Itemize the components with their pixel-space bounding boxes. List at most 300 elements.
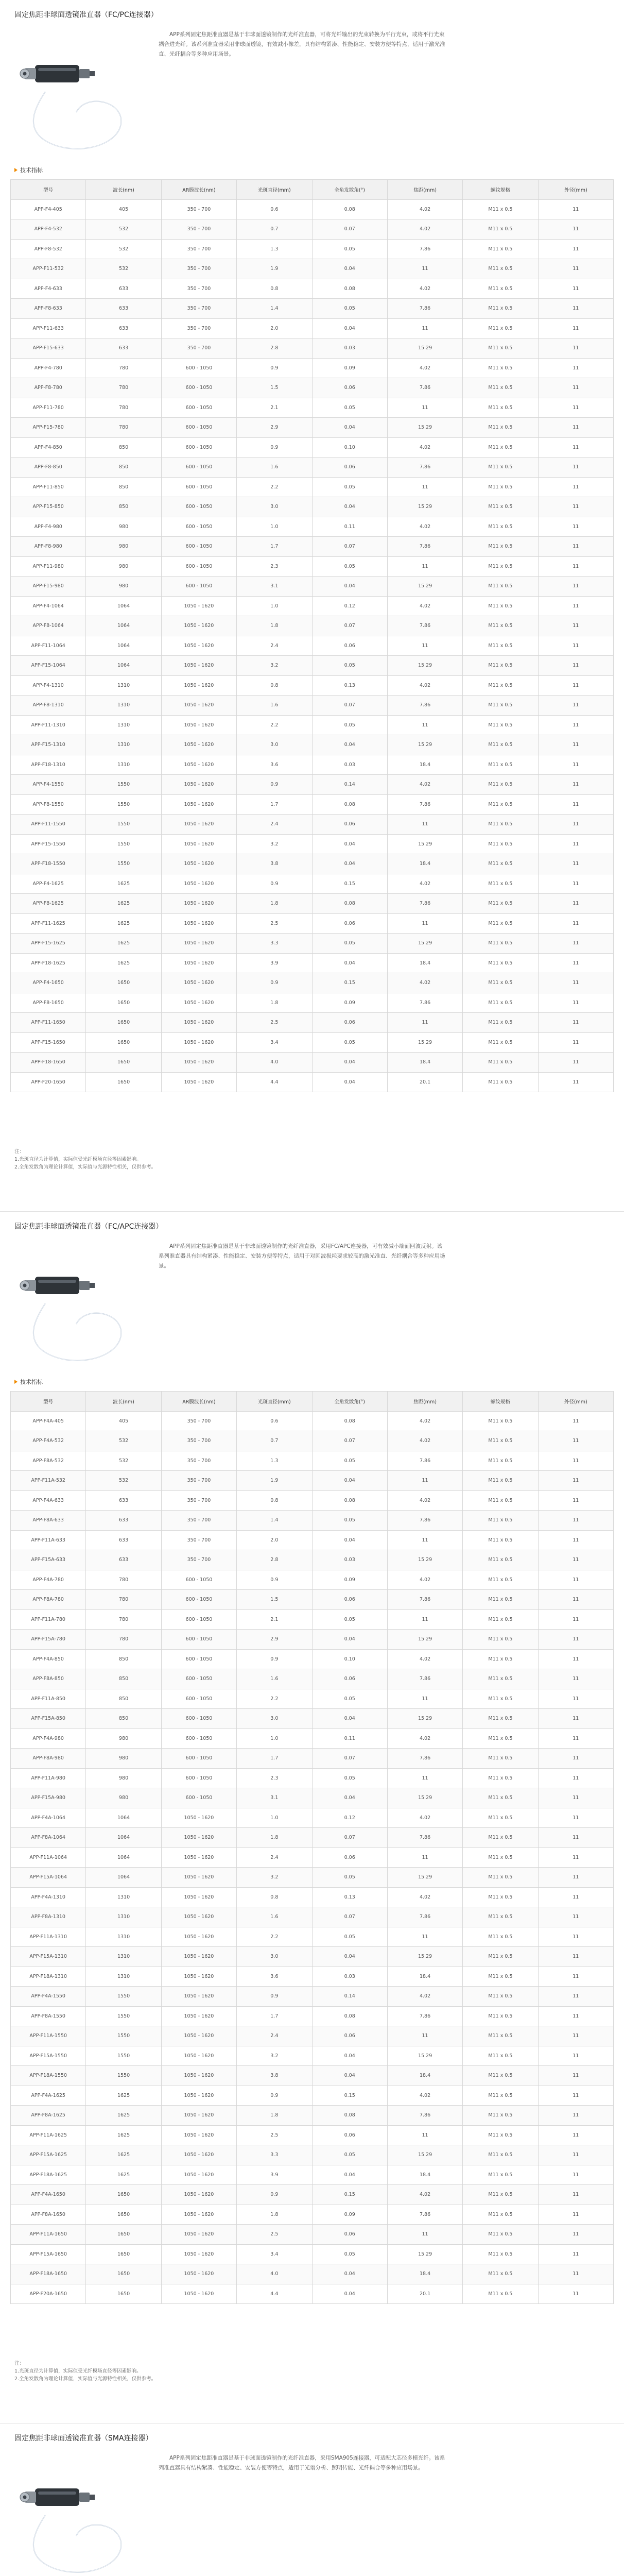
table-cell: 11 xyxy=(538,2106,613,2126)
table-cell: 1050 - 1620 xyxy=(161,2264,236,2284)
table-cell: 1.8 xyxy=(237,894,312,914)
table-cell: 1650 xyxy=(86,2284,161,2304)
table-cell: 1050 - 1620 xyxy=(161,2006,236,2026)
table-cell: 350 - 700 xyxy=(161,1490,236,1511)
table-cell: 11 xyxy=(387,318,462,338)
table-cell: 1050 - 1620 xyxy=(161,993,236,1013)
table-cell: 0.04 xyxy=(312,1053,387,1073)
table-cell: 18.4 xyxy=(387,2066,462,2086)
table-cell: 1050 - 1620 xyxy=(161,2125,236,2145)
table-cell: 350 - 700 xyxy=(161,1451,236,1471)
table-cell: 633 xyxy=(86,318,161,338)
table-cell: 600 - 1050 xyxy=(161,418,236,438)
table-cell: APP-F8-780 xyxy=(11,378,86,398)
table-cell: 7.86 xyxy=(387,696,462,716)
table-cell: 11 xyxy=(387,556,462,577)
table-cell: M11 x 0.5 xyxy=(463,1709,538,1729)
table-cell: 0.06 xyxy=(312,913,387,934)
table-cell: APP-F4A-1650 xyxy=(11,2185,86,2205)
table-cell: 1310 xyxy=(86,696,161,716)
product-description: APP系列固定焦距准直器是基于非球面透镜制作的光纤准直器，采用FC/APC连接器，可有效减小端面回波反射。该系列准直器具有结构紧凑、性能稳定、安装方便等特点，适用于对回波损耗要求较高的激光准直、光纤耦合等多种应用场景。 xyxy=(159,1243,445,1269)
table-cell: 15.29 xyxy=(387,656,462,676)
table-cell: 0.05 xyxy=(312,1689,387,1709)
table-row xyxy=(11,1967,614,1987)
table-cell: 1.7 xyxy=(237,794,312,815)
table-cell: 11 xyxy=(538,457,613,478)
table-cell: 350 - 700 xyxy=(161,219,236,240)
table-cell: 1050 - 1620 xyxy=(161,973,236,993)
table-cell: 11 xyxy=(538,1967,613,1987)
table-cell: 4.02 xyxy=(387,1570,462,1590)
table-cell: 850 xyxy=(86,1709,161,1729)
table-cell: 600 - 1050 xyxy=(161,537,236,557)
table-cell: 11 xyxy=(538,794,613,815)
table-cell: 2.3 xyxy=(237,1768,312,1788)
table-cell: 1650 xyxy=(86,2205,161,2225)
table-cell: 1625 xyxy=(86,2086,161,2106)
table-cell: 0.14 xyxy=(312,1987,387,2007)
table-cell: 2.5 xyxy=(237,1013,312,1033)
table-cell: 11 xyxy=(538,1927,613,1947)
table-cell: M11 x 0.5 xyxy=(463,338,538,359)
table-cell: 0.07 xyxy=(312,1749,387,1769)
table-cell: 11 xyxy=(387,1471,462,1491)
table-cell: 1310 xyxy=(86,1967,161,1987)
footnote-line: 注： xyxy=(14,2361,25,2366)
table-cell: 780 xyxy=(86,418,161,438)
table-row xyxy=(11,2046,614,2066)
table-row xyxy=(11,2086,614,2106)
table-cell: 7.86 xyxy=(387,457,462,478)
table-row xyxy=(11,993,614,1013)
table-cell: APP-F11-1650 xyxy=(11,1013,86,1033)
table-cell: 600 - 1050 xyxy=(161,1609,236,1630)
table-cell: 0.04 xyxy=(312,834,387,854)
table-row xyxy=(11,794,614,815)
table-cell: 7.86 xyxy=(387,894,462,914)
table-cell: 1050 - 1620 xyxy=(161,2106,236,2126)
table-cell: 0.04 xyxy=(312,318,387,338)
table-cell: 7.86 xyxy=(387,537,462,557)
table-cell: M11 x 0.5 xyxy=(463,418,538,438)
table-cell: 1050 - 1620 xyxy=(161,1987,236,2007)
table-cell: 0.04 xyxy=(312,577,387,597)
table-cell: M11 x 0.5 xyxy=(463,1788,538,1808)
table-cell: 3.2 xyxy=(237,834,312,854)
table-cell: 11 xyxy=(538,1411,613,1431)
table-cell: M11 x 0.5 xyxy=(463,457,538,478)
table-cell: 0.05 xyxy=(312,2244,387,2264)
table-cell: 4.02 xyxy=(387,219,462,240)
table-cell: 0.9 xyxy=(237,1987,312,2007)
table-cell: 1050 - 1620 xyxy=(161,1967,236,1987)
table-cell: 1050 - 1620 xyxy=(161,953,236,973)
table-cell: 11 xyxy=(538,2026,613,2046)
table-cell: 850 xyxy=(86,1689,161,1709)
table-cell: 11 xyxy=(387,1530,462,1550)
fiber-collimator-image xyxy=(14,30,133,159)
table-cell: M11 x 0.5 xyxy=(463,1630,538,1650)
table-cell: 532 xyxy=(86,1431,161,1451)
table-cell: M11 x 0.5 xyxy=(463,219,538,240)
table-cell: 980 xyxy=(86,1728,161,1749)
table-cell: 11 xyxy=(538,973,613,993)
table-cell: 1310 xyxy=(86,1907,161,1927)
table-cell: 1050 - 1620 xyxy=(161,616,236,636)
table-cell: APP-F15-980 xyxy=(11,577,86,597)
table-cell: APP-F18A-1310 xyxy=(11,1967,86,1987)
table-cell: 600 - 1050 xyxy=(161,1630,236,1650)
table-cell: 0.12 xyxy=(312,596,387,616)
table-cell: APP-F8A-1550 xyxy=(11,2006,86,2026)
column-header: 型号 xyxy=(11,180,86,200)
table-cell: 350 - 700 xyxy=(161,239,236,259)
spec-subheading-label: 技术指标 xyxy=(20,167,43,174)
table-cell: 350 - 700 xyxy=(161,199,236,219)
table-cell: 1.9 xyxy=(237,1471,312,1491)
table-cell: 0.05 xyxy=(312,1768,387,1788)
table-cell: 11 xyxy=(538,874,613,894)
table-cell: 2.4 xyxy=(237,815,312,835)
table-cell: 0.03 xyxy=(312,1550,387,1570)
table-cell: 11 xyxy=(538,1490,613,1511)
table-cell: 600 - 1050 xyxy=(161,577,236,597)
table-cell: M11 x 0.5 xyxy=(463,517,538,537)
table-row xyxy=(11,2145,614,2165)
table-row xyxy=(11,556,614,577)
table-cell: 350 - 700 xyxy=(161,318,236,338)
table-cell: 11 xyxy=(538,1471,613,1491)
table-cell: M11 x 0.5 xyxy=(463,279,538,299)
table-cell: 11 xyxy=(538,993,613,1013)
table-row xyxy=(11,497,614,517)
table-row xyxy=(11,1927,614,1947)
table-cell: 3.3 xyxy=(237,2145,312,2165)
table-cell: 0.05 xyxy=(312,934,387,954)
table-cell: APP-F4-780 xyxy=(11,358,86,378)
table-row xyxy=(11,318,614,338)
table-cell: APP-F4A-1064 xyxy=(11,1808,86,1828)
table-cell: 1050 - 1620 xyxy=(161,1868,236,1888)
table-cell: 11 xyxy=(538,2225,613,2245)
table-cell: 20.1 xyxy=(387,1072,462,1092)
table-cell: 11 xyxy=(538,2185,613,2205)
table-cell: 3.8 xyxy=(237,2066,312,2086)
table-row xyxy=(11,755,614,775)
table-cell: 15.29 xyxy=(387,497,462,517)
table-cell: APP-F11-1550 xyxy=(11,815,86,835)
table-cell: 4.02 xyxy=(387,279,462,299)
table-cell: 7.86 xyxy=(387,616,462,636)
footnote-line: 1.光斑直径为计算值，实际值受光纤模场直径等因素影响。 xyxy=(14,1157,142,1162)
table-cell: 11 xyxy=(538,537,613,557)
table-cell: 980 xyxy=(86,577,161,597)
table-cell: 0.05 xyxy=(312,1511,387,1531)
table-cell: 980 xyxy=(86,517,161,537)
table-cell: 7.86 xyxy=(387,993,462,1013)
column-header: 螺纹规格 xyxy=(463,180,538,200)
table-cell: APP-F8-850 xyxy=(11,457,86,478)
table-cell: M11 x 0.5 xyxy=(463,1967,538,1987)
table-cell: 1050 - 1620 xyxy=(161,854,236,874)
table-cell: 11 xyxy=(538,953,613,973)
table-cell: 2.5 xyxy=(237,2225,312,2245)
spec-subheading-label: 技术指标 xyxy=(20,1379,43,1385)
table-cell: M11 x 0.5 xyxy=(463,2145,538,2165)
table-cell: 20.1 xyxy=(387,2284,462,2304)
table-cell: 980 xyxy=(86,1749,161,1769)
table-cell: 0.9 xyxy=(237,2185,312,2205)
table-cell: 0.08 xyxy=(312,2106,387,2126)
table-cell: 1050 - 1620 xyxy=(161,2284,236,2304)
table-row xyxy=(11,2185,614,2205)
table-row xyxy=(11,477,614,497)
table-cell: 1.6 xyxy=(237,457,312,478)
table-cell: APP-F20-1650 xyxy=(11,1072,86,1092)
table-cell: 0.7 xyxy=(237,1431,312,1451)
table-cell: 1310 xyxy=(86,735,161,755)
table-cell: M11 x 0.5 xyxy=(463,993,538,1013)
table-cell: 11 xyxy=(538,1828,613,1848)
table-cell: 1.9 xyxy=(237,259,312,279)
table-cell: 11 xyxy=(538,735,613,755)
table-cell: APP-F4-1064 xyxy=(11,596,86,616)
table-cell: APP-F8-1310 xyxy=(11,696,86,716)
table-cell: 11 xyxy=(538,596,613,616)
table-cell: 7.86 xyxy=(387,2106,462,2126)
table-cell: 0.9 xyxy=(237,2086,312,2106)
table-row xyxy=(11,2106,614,2126)
table-cell: APP-F18-1625 xyxy=(11,953,86,973)
table-cell: 2.0 xyxy=(237,1530,312,1550)
table-cell: APP-F18-1310 xyxy=(11,755,86,775)
table-row xyxy=(11,1609,614,1630)
table-cell: 11 xyxy=(538,1053,613,1073)
footnote-line: 2.全角发散角为理论计算值，实际值与光源特性相关，仅供参考。 xyxy=(14,1164,157,1170)
table-cell: M11 x 0.5 xyxy=(463,854,538,874)
table-cell: M11 x 0.5 xyxy=(463,894,538,914)
table-cell: M11 x 0.5 xyxy=(463,1947,538,1967)
table-cell: M11 x 0.5 xyxy=(463,1471,538,1491)
table-cell: 850 xyxy=(86,1649,161,1669)
table-row xyxy=(11,378,614,398)
table-cell: 4.02 xyxy=(387,2185,462,2205)
table-cell: 1650 xyxy=(86,1032,161,1053)
table-cell: 11 xyxy=(538,2145,613,2165)
table-cell: 11 xyxy=(538,477,613,497)
table-cell: 11 xyxy=(538,398,613,418)
column-header: 波长(nm) xyxy=(86,1392,161,1412)
table-cell: 11 xyxy=(538,279,613,299)
table-cell: 600 - 1050 xyxy=(161,477,236,497)
table-cell: 1550 xyxy=(86,854,161,874)
fiber-collimator-image xyxy=(14,1242,133,1370)
table-row xyxy=(11,1907,614,1927)
table-cell: 600 - 1050 xyxy=(161,1649,236,1669)
table-cell: APP-F15-1650 xyxy=(11,1032,86,1053)
table-cell: 1650 xyxy=(86,2264,161,2284)
table-cell: M11 x 0.5 xyxy=(463,1907,538,1927)
table-cell: M11 x 0.5 xyxy=(463,1032,538,1053)
table-cell: 1.6 xyxy=(237,1669,312,1689)
table-cell: 0.07 xyxy=(312,1828,387,1848)
table-cell: 11 xyxy=(538,299,613,319)
table-cell: 1064 xyxy=(86,1848,161,1868)
table-cell: 3.1 xyxy=(237,577,312,597)
column-header: AR膜波长(nm) xyxy=(161,180,236,200)
bullet-triangle-icon xyxy=(14,168,18,172)
table-row xyxy=(11,735,614,755)
table-cell: 780 xyxy=(86,1630,161,1650)
table-row xyxy=(11,1451,614,1471)
table-row xyxy=(11,2225,614,2245)
table-cell: M11 x 0.5 xyxy=(463,934,538,954)
table-cell: APP-F18A-1625 xyxy=(11,2165,86,2185)
table-cell: APP-F11A-532 xyxy=(11,1471,86,1491)
table-cell: 0.06 xyxy=(312,1013,387,1033)
table-cell: 1310 xyxy=(86,675,161,696)
column-header: 焦距(mm) xyxy=(387,180,462,200)
table-cell: 11 xyxy=(538,934,613,954)
table-cell: M11 x 0.5 xyxy=(463,497,538,517)
table-cell: M11 x 0.5 xyxy=(463,2225,538,2245)
table-cell: M11 x 0.5 xyxy=(463,1868,538,1888)
table-cell: 0.04 xyxy=(312,1709,387,1729)
table-cell: 15.29 xyxy=(387,418,462,438)
table-cell: 0.04 xyxy=(312,735,387,755)
table-cell: 1050 - 1620 xyxy=(161,794,236,815)
table-cell: APP-F4A-850 xyxy=(11,1649,86,1669)
table-cell: 18.4 xyxy=(387,755,462,775)
table-cell: 11 xyxy=(538,1609,613,1630)
table-cell: 11 xyxy=(538,239,613,259)
table-cell: 11 xyxy=(538,715,613,735)
table-cell: 4.4 xyxy=(237,2284,312,2304)
table-cell: M11 x 0.5 xyxy=(463,1649,538,1669)
table-cell: 7.86 xyxy=(387,1451,462,1471)
table-cell: 1625 xyxy=(86,913,161,934)
table-cell: 1650 xyxy=(86,2244,161,2264)
table-cell: 0.9 xyxy=(237,1649,312,1669)
footnote-line: 1.光斑直径为计算值，实际值受光纤模场直径等因素影响。 xyxy=(14,2368,142,2374)
table-row xyxy=(11,1649,614,1669)
table-cell: 1050 - 1620 xyxy=(161,1053,236,1073)
table-cell: M11 x 0.5 xyxy=(463,636,538,656)
table-cell: 0.05 xyxy=(312,239,387,259)
table-cell: 11 xyxy=(538,577,613,597)
table-cell: APP-F8A-532 xyxy=(11,1451,86,1471)
table-cell: 600 - 1050 xyxy=(161,1709,236,1729)
table-cell: 3.4 xyxy=(237,1032,312,1053)
table-cell: 0.05 xyxy=(312,1927,387,1947)
table-cell: 1050 - 1620 xyxy=(161,656,236,676)
table-row xyxy=(11,199,614,219)
table-cell: 1050 - 1620 xyxy=(161,2145,236,2165)
table-cell: M11 x 0.5 xyxy=(463,2205,538,2225)
table-cell: APP-F4A-1625 xyxy=(11,2086,86,2106)
table-cell: M11 x 0.5 xyxy=(463,2244,538,2264)
table-cell: M11 x 0.5 xyxy=(463,1848,538,1868)
table-cell: 15.29 xyxy=(387,834,462,854)
table-cell: APP-F15A-1625 xyxy=(11,2145,86,2165)
table-cell: 1050 - 1620 xyxy=(161,1808,236,1828)
table-cell: M11 x 0.5 xyxy=(463,259,538,279)
table-row xyxy=(11,1032,614,1053)
product-section xyxy=(0,2424,624,2576)
table-cell: 1.8 xyxy=(237,993,312,1013)
table-row xyxy=(11,775,614,795)
table-row xyxy=(11,1490,614,1511)
table-cell: 1.3 xyxy=(237,239,312,259)
table-cell: 11 xyxy=(538,1451,613,1471)
table-cell: 1050 - 1620 xyxy=(161,1013,236,1033)
table-cell: M11 x 0.5 xyxy=(463,318,538,338)
table-cell: APP-F4-1625 xyxy=(11,874,86,894)
table-row xyxy=(11,675,614,696)
table-cell: APP-F15A-780 xyxy=(11,1630,86,1650)
table-cell: 0.15 xyxy=(312,2086,387,2106)
table-cell: M11 x 0.5 xyxy=(463,1728,538,1749)
table-cell: M11 x 0.5 xyxy=(463,675,538,696)
table-row xyxy=(11,1530,614,1550)
table-cell: M11 x 0.5 xyxy=(463,953,538,973)
table-cell: 0.8 xyxy=(237,1887,312,1907)
table-cell: 600 - 1050 xyxy=(161,437,236,457)
table-cell: 0.04 xyxy=(312,2165,387,2185)
table-row xyxy=(11,2125,614,2145)
table-cell: 1050 - 1620 xyxy=(161,1887,236,1907)
table-cell: 0.08 xyxy=(312,199,387,219)
table-cell: M11 x 0.5 xyxy=(463,1749,538,1769)
table-cell: 4.02 xyxy=(387,596,462,616)
table-cell: M11 x 0.5 xyxy=(463,715,538,735)
table-cell: APP-F4-1310 xyxy=(11,675,86,696)
table-cell: 350 - 700 xyxy=(161,1550,236,1570)
table-row xyxy=(11,656,614,676)
table-cell: 2.2 xyxy=(237,1689,312,1709)
table-cell: 0.10 xyxy=(312,1649,387,1669)
table-row xyxy=(11,1550,614,1570)
table-cell: M11 x 0.5 xyxy=(463,913,538,934)
table-cell: 0.06 xyxy=(312,378,387,398)
table-cell: 4.02 xyxy=(387,1728,462,1749)
table-row xyxy=(11,2264,614,2284)
table-row xyxy=(11,715,614,735)
table-cell: 1050 - 1620 xyxy=(161,2205,236,2225)
table-cell: 11 xyxy=(387,715,462,735)
table-row xyxy=(11,517,614,537)
table-row xyxy=(11,934,614,954)
table-cell: 0.9 xyxy=(237,874,312,894)
spec-table xyxy=(10,1391,614,2304)
table-cell: APP-F4A-633 xyxy=(11,1490,86,1511)
table-cell: 633 xyxy=(86,338,161,359)
column-header: 外径(mm) xyxy=(538,1392,613,1412)
table-cell: 0.05 xyxy=(312,477,387,497)
table-cell: M11 x 0.5 xyxy=(463,1669,538,1689)
table-cell: 11 xyxy=(538,913,613,934)
table-cell: 1625 xyxy=(86,934,161,954)
table-row xyxy=(11,1072,614,1092)
table-cell: 1310 xyxy=(86,755,161,775)
table-cell: 2.2 xyxy=(237,477,312,497)
table-cell: APP-F8-1625 xyxy=(11,894,86,914)
table-row xyxy=(11,1749,614,1769)
table-cell: 3.6 xyxy=(237,1967,312,1987)
table-cell: 11 xyxy=(538,1848,613,1868)
table-cell: 11 xyxy=(538,1669,613,1689)
table-cell: 0.04 xyxy=(312,1788,387,1808)
